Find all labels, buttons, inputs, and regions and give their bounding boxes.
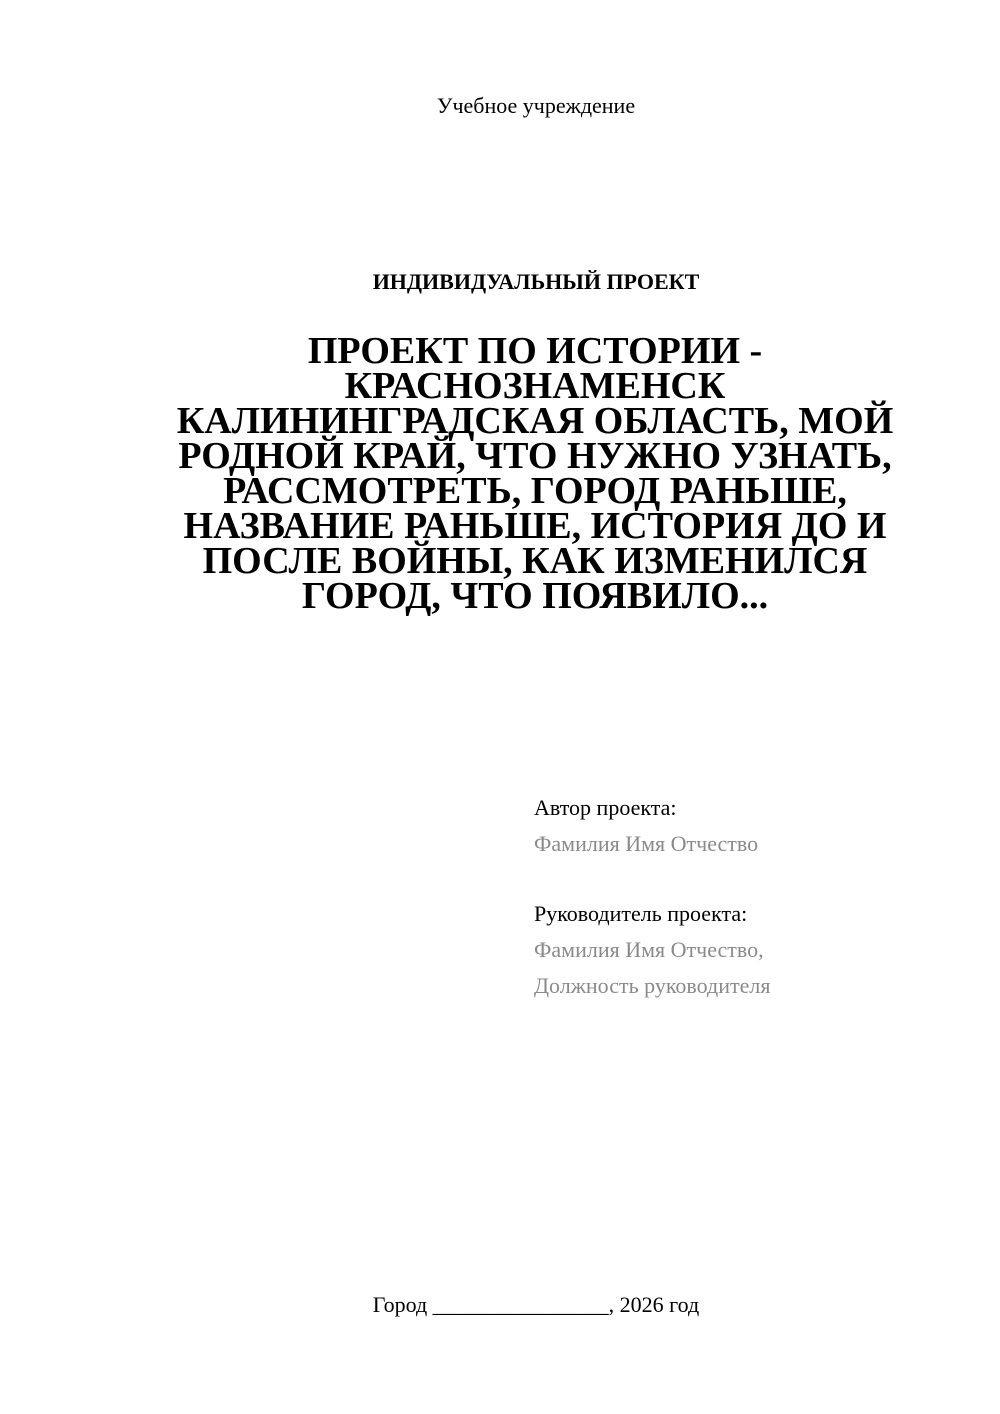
city-year-line: Город ________________, 2026 год <box>372 1292 700 1317</box>
institution-name: Учебное учреждение <box>436 93 636 118</box>
credits-block <box>534 790 974 1004</box>
author-label: Автор проекта: <box>534 795 677 820</box>
supervisor-label: Руководитель проекта: <box>534 901 748 926</box>
supervisor-name: Фамилия Имя Отчество, <box>534 937 764 962</box>
document-type: ИНДИВИДУАЛЬНЫЙ ПРОЕКТ <box>372 269 700 294</box>
project-title: ПРОЕКТ ПО ИСТОРИИ - КРАСНОЗНАМЕНСК КАЛИНИНГРАДСКАЯ ОБЛАСТЬ, МОЙ РОДНОЙ КРАЙ, ЧТО НУЖНО УЗНАТЬ, РАССМОТРЕТЬ, ГОРОД РАНЬШЕ, НАЗВАНИЕ РАНЬШЕ, ИСТОРИЯ ДО И ПОСЛЕ ВОЙНЫ, КАК ИЗМЕНИЛСЯ ГОРОД, ЧТО ПОЯВИЛО... <box>176 330 894 617</box>
credits-spacer <box>534 862 974 896</box>
supervisor-position: Должность руководителя <box>534 973 771 998</box>
author-name: Фамилия Имя Отчество <box>534 831 759 856</box>
